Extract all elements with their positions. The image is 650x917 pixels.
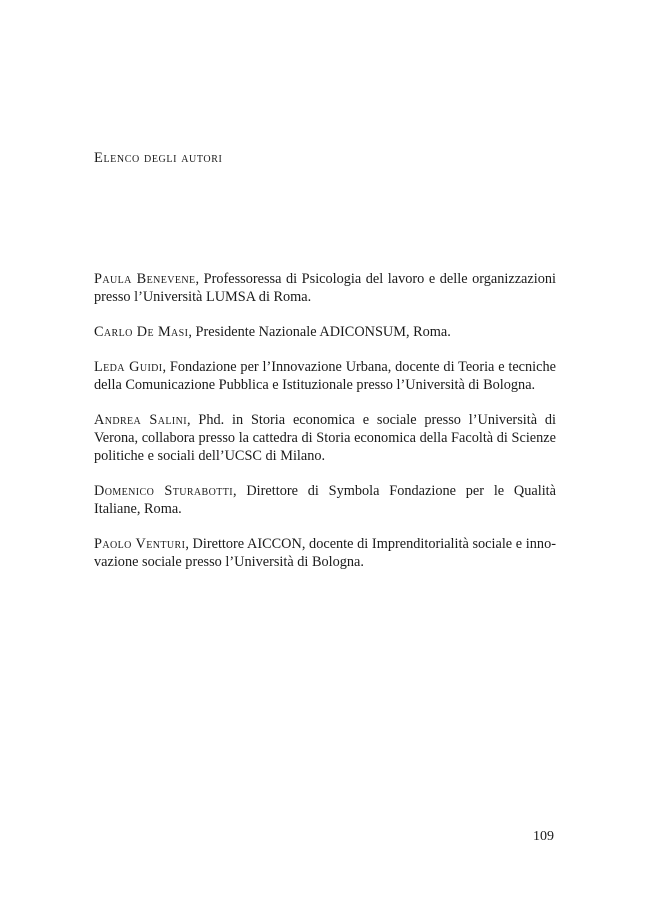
author-name: Leda Guidi xyxy=(94,359,163,375)
author-name: Andrea Salini xyxy=(94,412,187,428)
author-description: , Direttore AICCON, docente di Imprenditorialità sociale e innovazione sociale presso l’Università di Bologna. xyxy=(94,536,556,570)
author-entry xyxy=(94,482,556,518)
author-description: , Professoressa di Psicologia del lavoro e delle organizzazioni presso l’Università LUMSA di Roma. xyxy=(94,271,556,305)
author-entry xyxy=(94,323,556,341)
author-entry xyxy=(94,358,556,394)
author-description: , Phd. in Storia economica e sociale presso l’Università di Verona, collabora presso la cattedra di Storia economica della Facoltà di Scienze politiche e sociali dell’UCSC di Milano. xyxy=(94,412,556,464)
author-description: , Fondazione per l’Innovazione Urbana, docente di Teoria e tecniche della Comunicazione Pubblica e Istituzionale presso l’Università di Bologna. xyxy=(94,359,556,393)
page-number: 109 xyxy=(533,829,554,844)
author-entry xyxy=(94,535,556,571)
author-name: Paula Benevene xyxy=(94,271,196,287)
author-name: Domenico Sturabotti xyxy=(94,483,233,499)
section-heading: Elenco degli autori xyxy=(94,150,223,166)
author-entry xyxy=(94,270,556,306)
author-description: , Presidente Nazionale ADICONSUM, Roma. xyxy=(188,324,451,340)
author-description: , Direttore di Symbola Fondazione per le Qualità Italiane, Roma. xyxy=(94,483,556,517)
author-name: Paolo Venturi xyxy=(94,536,186,552)
author-name: Carlo De Masi xyxy=(94,324,189,340)
author-list xyxy=(94,270,556,588)
author-entry xyxy=(94,411,556,465)
